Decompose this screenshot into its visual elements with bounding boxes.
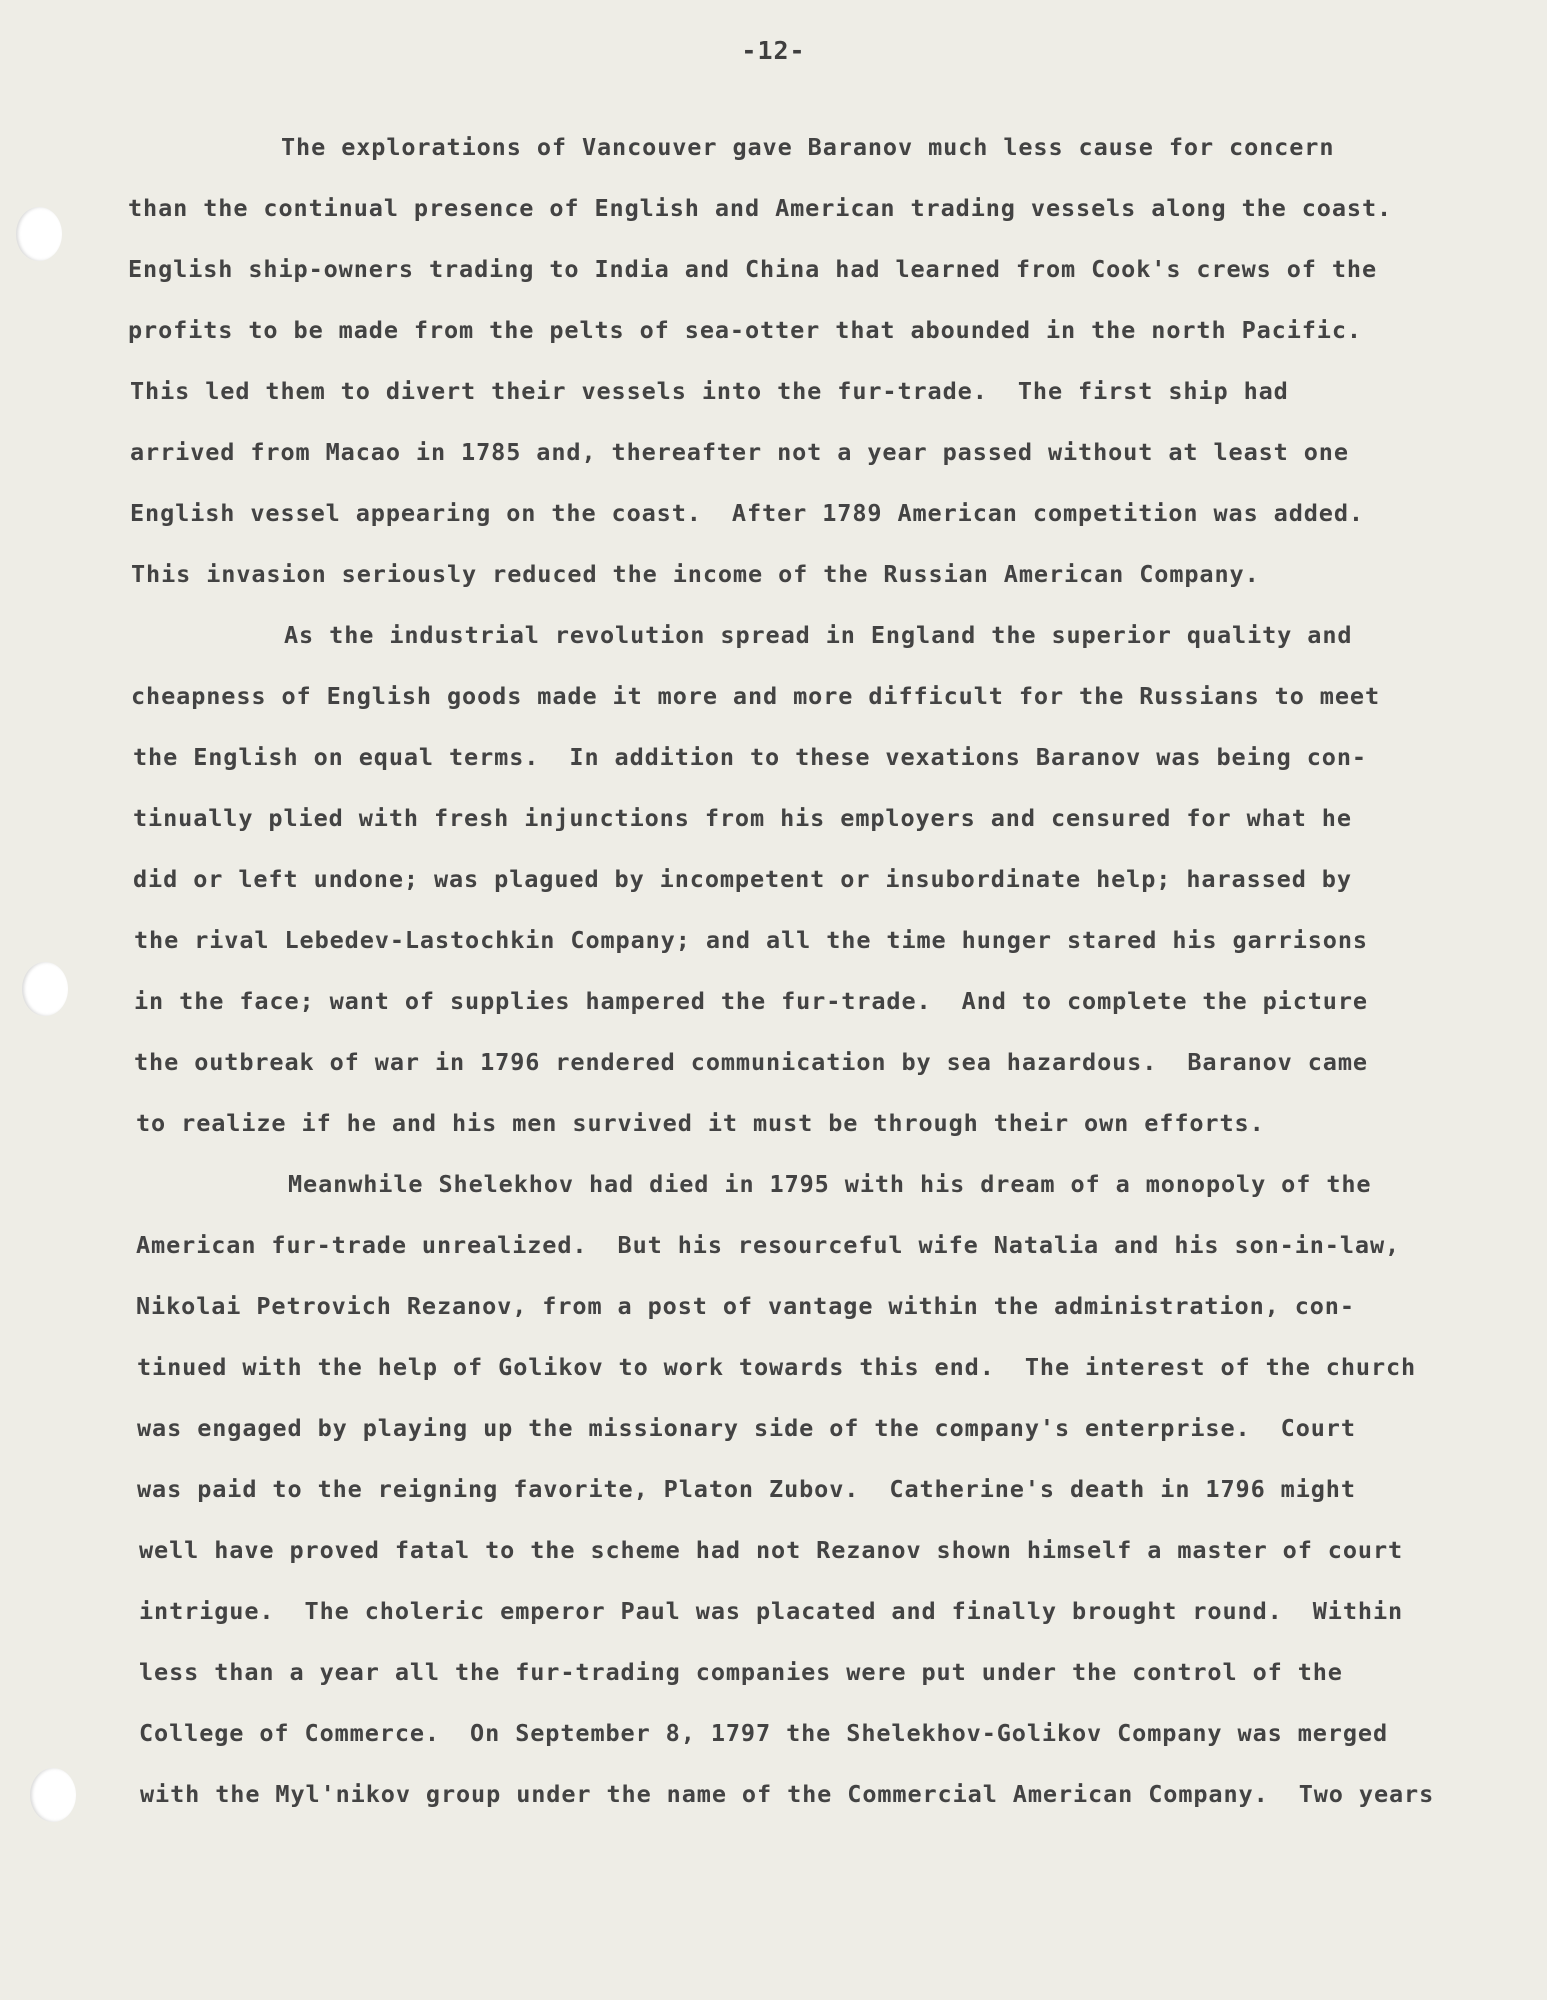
- text-line: Meanwhile Shelekhov had died in 1795 with his dream of a monopoly of the: [288, 1170, 1372, 1198]
- text-line: College of Commerce. On September 8, 1797 the Shelekhov-Golikov Company was merged: [139, 1719, 1388, 1747]
- text-line: the rival Lebedev-Lastochkin Company; and all the time hunger stared his garrisons: [134, 926, 1368, 954]
- text-line: than the continual presence of English and American trading vessels along the coast.: [128, 194, 1393, 222]
- text-line: cheapness of English goods made it more and more difficult for the Russians to meet: [131, 682, 1380, 710]
- text-line: was engaged by playing up the missionary side of the company's enterprise. Court: [137, 1414, 1356, 1442]
- text-line: American fur-trade unrealized. But his resourceful wife Natalia and his son-in-law,: [136, 1231, 1401, 1259]
- text-line: intrigue. The choleric emperor Paul was placated and finally brought round. Within: [139, 1597, 1404, 1625]
- text-line: well have proved fatal to the scheme had not Rezanov shown himself a master of court: [139, 1536, 1404, 1564]
- text-line: the English on equal terms. In addition to these vexations Baranov was being con-: [133, 743, 1367, 771]
- text-line: was paid to the reigning favorite, Platon Zubov. Catherine's death in 1796 might: [137, 1475, 1356, 1503]
- text-line: did or left undone; was plagued by incompetent or insubordinate help; harassed by: [133, 865, 1352, 893]
- text-line: This invasion seriously reduced the income of the Russian American Company.: [131, 560, 1260, 588]
- text-line: in the face; want of supplies hampered the fur-trade. And to complete the picture: [134, 987, 1368, 1015]
- page-number: -12-: [741, 36, 806, 65]
- text-line: to realize if he and his men survived it must be through their own efforts.: [136, 1109, 1265, 1137]
- text-line: English vessel appearing on the coast. After 1789 American competition was added.: [130, 499, 1364, 527]
- text-line: The explorations of Vancouver gave Baranov much less cause for concern: [281, 133, 1335, 161]
- text-line: As the industrial revolution spread in England the superior quality and: [284, 621, 1353, 649]
- text-line: arrived from Macao in 1785 and, thereafter not a year passed without at least one: [130, 438, 1349, 466]
- text-line: tinually plied with fresh injunctions from his employers and censured for what he: [133, 804, 1352, 832]
- punch-hole-middle: [22, 962, 68, 1016]
- text-line: English ship-owners trading to India and China had learned from Cook's crews of the: [128, 255, 1377, 283]
- text-line: less than a year all the fur-trading companies were put under the control of the: [139, 1658, 1343, 1686]
- text-line: profits to be made from the pelts of sea-otter that abounded in the north Pacific.: [128, 316, 1362, 344]
- text-line: tinued with the help of Golikov to work towards this end. The interest of the church: [137, 1353, 1417, 1381]
- punch-hole-top: [16, 207, 62, 261]
- punch-hole-bottom: [30, 1768, 76, 1822]
- text-line: Nikolai Petrovich Rezanov, from a post of vantage within the administration, con-: [136, 1292, 1355, 1320]
- text-line: the outbreak of war in 1796 rendered communication by sea hazardous. Baranov came: [134, 1048, 1368, 1076]
- text-line: This led them to divert their vessels into the fur-trade. The first ship had: [130, 377, 1289, 405]
- text-line: with the Myl'nikov group under the name of the Commercial American Company. Two years: [140, 1780, 1435, 1808]
